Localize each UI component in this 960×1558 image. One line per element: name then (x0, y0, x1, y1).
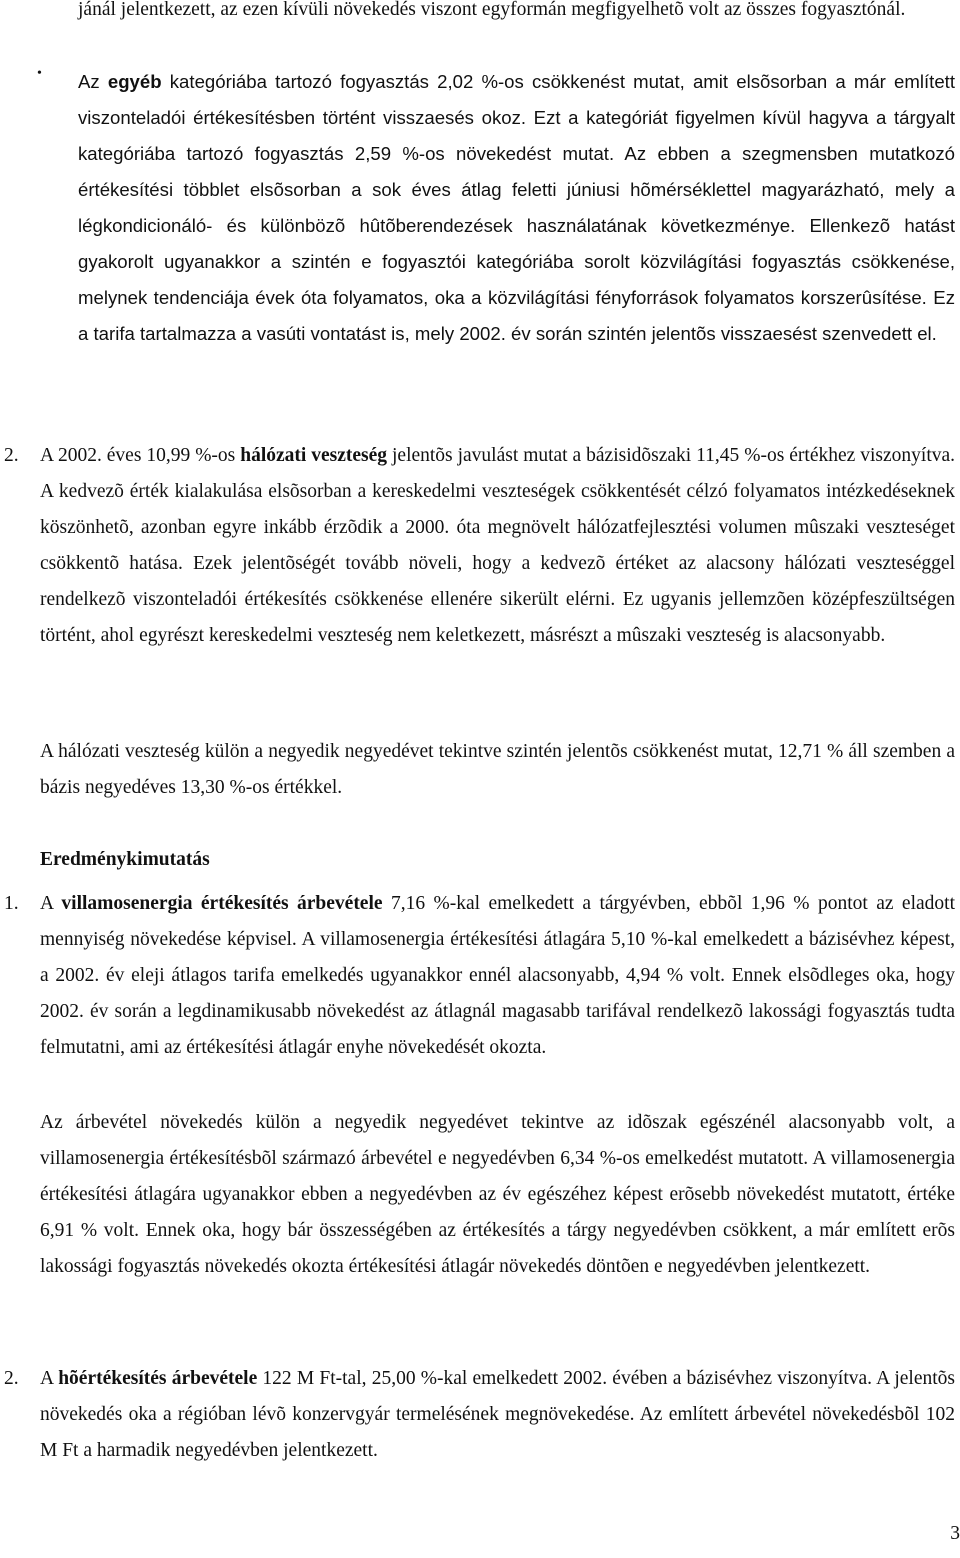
arbevetel-text-2: Az árbevétel növekedés külön a negyedik negyedévet tekintve az idõszak egészénél alacsonyabb volt, a villamosenergia értékesítésbõl származó árbevétel e negyedévben 6,34 %-os emelkedést mutatott. A villamosenergia értékesítési átlagára ugyanakkor ebben a negyedévben az év egészéhez képest erõsebb növekedést mutatott, értéke 6,91 % volt. Ennek oka, hogy bár összességében az értékesítés a tárgy negyedévben csökkent, a már említett erõs lakossági fogyasztás növekedés okozta értékesítési átlagár növekedés döntõen e negyedévben jelentkezett. (40, 1112, 955, 1277)
egyeb-text-start: Az (78, 71, 108, 92)
page-number: 3 (950, 1523, 960, 1544)
arbevetel-paragraph-2 (40, 1105, 955, 1285)
arbevetel-text (40, 886, 955, 1066)
halozati-bold-term: hálózati veszteség (240, 445, 388, 466)
halozati-text-rest: jelentõs javulást mutat a bázisidõszaki 11,45 %-os értékhez viszonyítva. A kedvezõ érték kialakulása elsõsorban a kereskedelmi veszteségek csökkentését célzó folyamatos intézkedéseknek köszönhetõ, azonban egyre inkább érzõdik a 2000. óta megnövelt hálózatfejlesztési volumen mûszaki veszteséget csökkentõ hatása. Ezek jelentõségét tovább növeli, hogy a kedvezõ értéket az alacsony hálózati veszteséggel rendelkezõ viszonteladói értékesítés csökkenése ellenére sikerült elérni. Ez ugyanis jellemzõen középfeszültségen történt, ahol egyrészt kereskedelmi veszteség nem keletkezett, másrészt a mûszaki veszteség is alacsonyabb. (40, 445, 956, 646)
hoertekesites-text-rest: 122 M Ft-tal, 25,00 %-kal emelkedett 2002. évében a bázisévhez viszonyítva. A jelentõs növekedés oka a régióban lévõ konzervgyár termelésének megnövekedése. Az említett árbevétel növekedésbõl 102 M Ft a harmadik negyedévben jelentkezett. (40, 1368, 955, 1461)
hoertekesites-text-start: A (40, 1368, 59, 1389)
egyeb-text (78, 64, 955, 352)
section-title-text: Eredménykimutatás (40, 849, 210, 870)
halozati-paragraph (40, 438, 955, 654)
halozati-text-2: A hálózati veszteség külön a negyedik negyedévet tekintve szintén jelentõs csökkenést mutat, 12,71 % áll szemben a bázis negyedéves 13,30 %-os értékkel. (40, 741, 955, 798)
arbevetel-text-start: A (40, 893, 62, 914)
hoertekesites-text (40, 1361, 955, 1469)
hoertekesites-paragraph (40, 1361, 955, 1469)
hoertekesites-bold-term: hõértékesítés árbevétele (58, 1368, 258, 1389)
bullet-marker: • (37, 66, 42, 81)
halozati-paragraph-2 (40, 734, 955, 806)
arbevetel-bold-term: villamosenergia értékesítés árbevétele (61, 893, 383, 914)
item-number-2b: 2. (4, 1368, 19, 1389)
section-title (40, 842, 210, 878)
intro-text: jánál jelentkezett, az ezen kívüli növekedés viszont egyformán megfigyelhetõ volt az összes fogyasztónál. (78, 0, 906, 20)
egyeb-paragraph (78, 64, 955, 352)
egyeb-bold-term: egyéb (107, 71, 162, 92)
halozati-text-start: A 2002. éves 10,99 %-os (40, 445, 241, 466)
intro-paragraph (78, 0, 955, 28)
item-number-2: 2. (4, 445, 19, 466)
item-number-1: 1. (4, 893, 19, 914)
arbevetel-paragraph (40, 886, 955, 1066)
halozati-text (40, 438, 955, 654)
arbevetel-text-rest: 7,16 %-kal emelkedett a tárgyévben, ebbõl 1,96 % pontot az eladott mennyiség növekedése képvisel. A villamosenergia értékesítési átlagára 5,10 %-kal emelkedett a bázisévhez képest, a 2002. év eleji átlagos tarifa emelkedés ugyanakkor ennél alacsonyabb, 4,94 % volt. Ennek elsõdleges oka, hogy 2002. év során a legdinamikusabb növekedést az átlagnál magasabb tarifával rendelkezõ lakossági fogyasztás tudta felmutatni, ami az értékesítési átlagár enyhe növekedését okozta. (40, 893, 955, 1058)
egyeb-text-rest: kategóriába tartozó fogyasztás 2,02 %-os csökkenést mutat, amit elsõsorban a már említett viszonteladói értékesítésben történt visszaesés okoz. Ezt a kategóriát figyelmen kívül hagyva a tárgyalt kategóriába tartozó fogyasztás 2,59 %-os növekedést mutat. Az ebben a szegmensben mutatkozó értékesítési többlet elsõsorban a sok éves átlag feletti júniusi hõmérséklettel magyarázható, mely a légkondicionáló- és különbözõ hûtõberendezések használatának következménye. Ellenkezõ hatást gyakorolt ugyanakkor a szintén e fogyasztói kategóriába sorolt közvilágítási fogyasztás csökkenése, melynek tendenciája évek óta folyamatos, oka a közvilágítási fényforrások folyamatos korszerûsítése. Ez a tarifa tartalmazza a vasúti vontatást is, mely 2002. év során szintén jelentõs visszaesést szenvedett el. (78, 71, 955, 344)
